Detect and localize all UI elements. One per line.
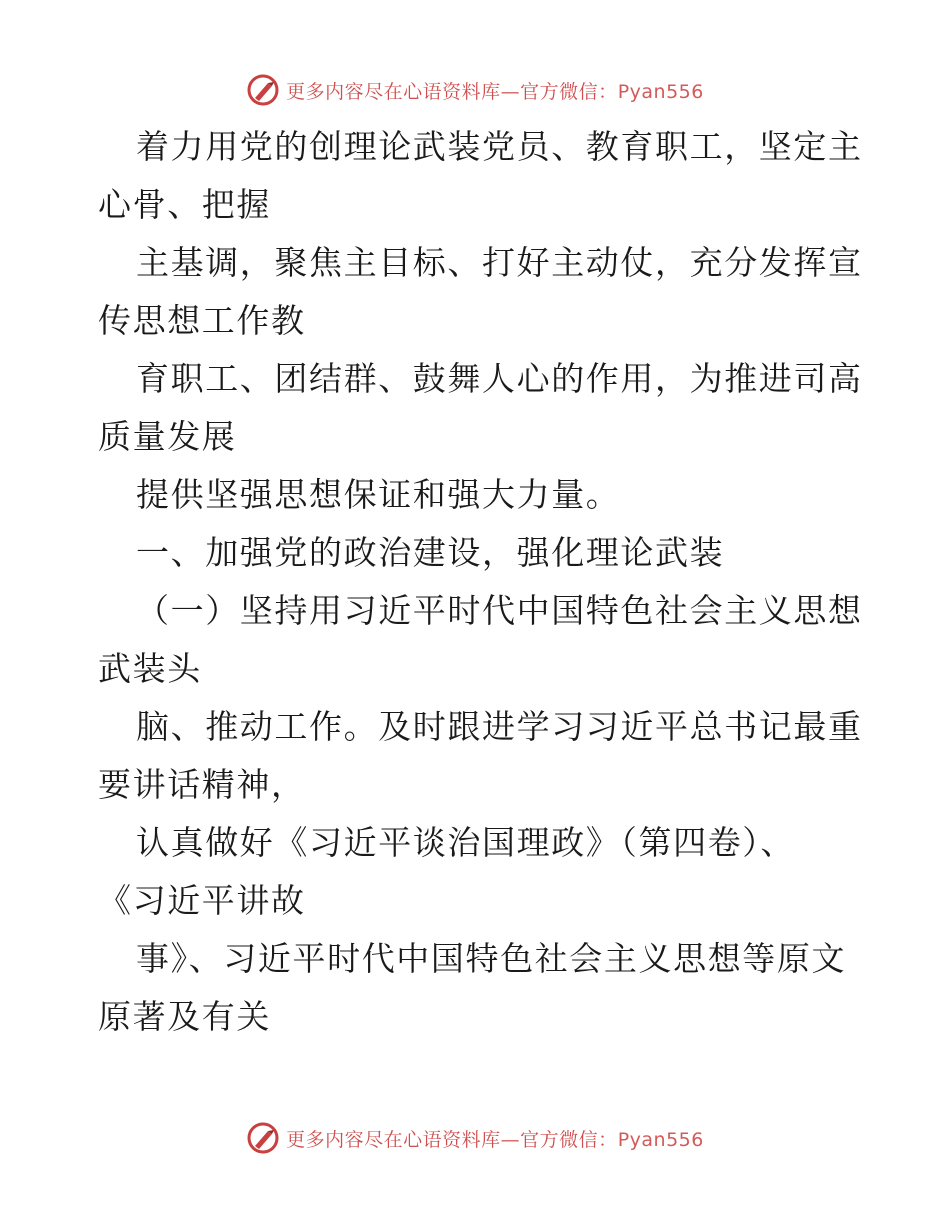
body-line: 要讲话精神， <box>98 765 306 804</box>
banner-slogan: 更多内容尽在心语资料库 <box>286 1128 501 1151</box>
banner-slogan: 更多内容尽在心语资料库 <box>286 80 501 103</box>
body-line: 提供坚强思想保证和强大力量。 <box>136 475 621 514</box>
banner-separator: — <box>500 1128 521 1151</box>
header-banner <box>0 70 950 110</box>
banner-wechat-id: Pyan556 <box>617 80 704 103</box>
body-line: 原著及有关 <box>98 997 271 1036</box>
body-line: 武装头 <box>98 649 202 688</box>
body-line: 育职工、团结群、鼓舞人心的作用，为推进司高 <box>136 359 863 398</box>
footer-banner-text <box>286 1125 704 1152</box>
body-line: 心骨、把握 <box>98 185 271 224</box>
pen-logo-icon <box>246 1121 280 1155</box>
body-line: 认真做好《习近平谈治国理政》（第四卷）、 <box>136 823 795 862</box>
section-heading: 一、加强党的政治建设，强化理论武装 <box>136 533 725 572</box>
footer-banner <box>0 1118 950 1158</box>
body-line: 《习近平讲故 <box>98 881 306 920</box>
banner-wechat-label: 官方微信： <box>520 1128 618 1151</box>
banner-wechat-label: 官方微信： <box>520 80 618 103</box>
banner-separator: — <box>500 80 521 103</box>
banner-wechat-id: Pyan556 <box>617 1128 704 1151</box>
header-banner-text <box>286 77 704 104</box>
body-line: 传思想工作教 <box>98 301 306 340</box>
body-line: 脑、推动工作。及时跟进学习习近平总书记最重 <box>136 707 863 746</box>
body-line: 着力用党的创理论武装党员、教育职工，坚定主 <box>136 127 863 166</box>
body-line: 质量发展 <box>98 417 237 456</box>
body-line: 事》、习近平时代中国特色社会主义思想等原文 <box>136 939 847 978</box>
pen-logo-icon <box>246 73 280 107</box>
body-line: （一）坚持用习近平时代中国特色社会主义思想 <box>136 591 863 630</box>
document-body <box>98 118 863 1046</box>
body-line: 主基调，聚焦主目标、打好主动仗，充分发挥宣 <box>136 243 863 282</box>
